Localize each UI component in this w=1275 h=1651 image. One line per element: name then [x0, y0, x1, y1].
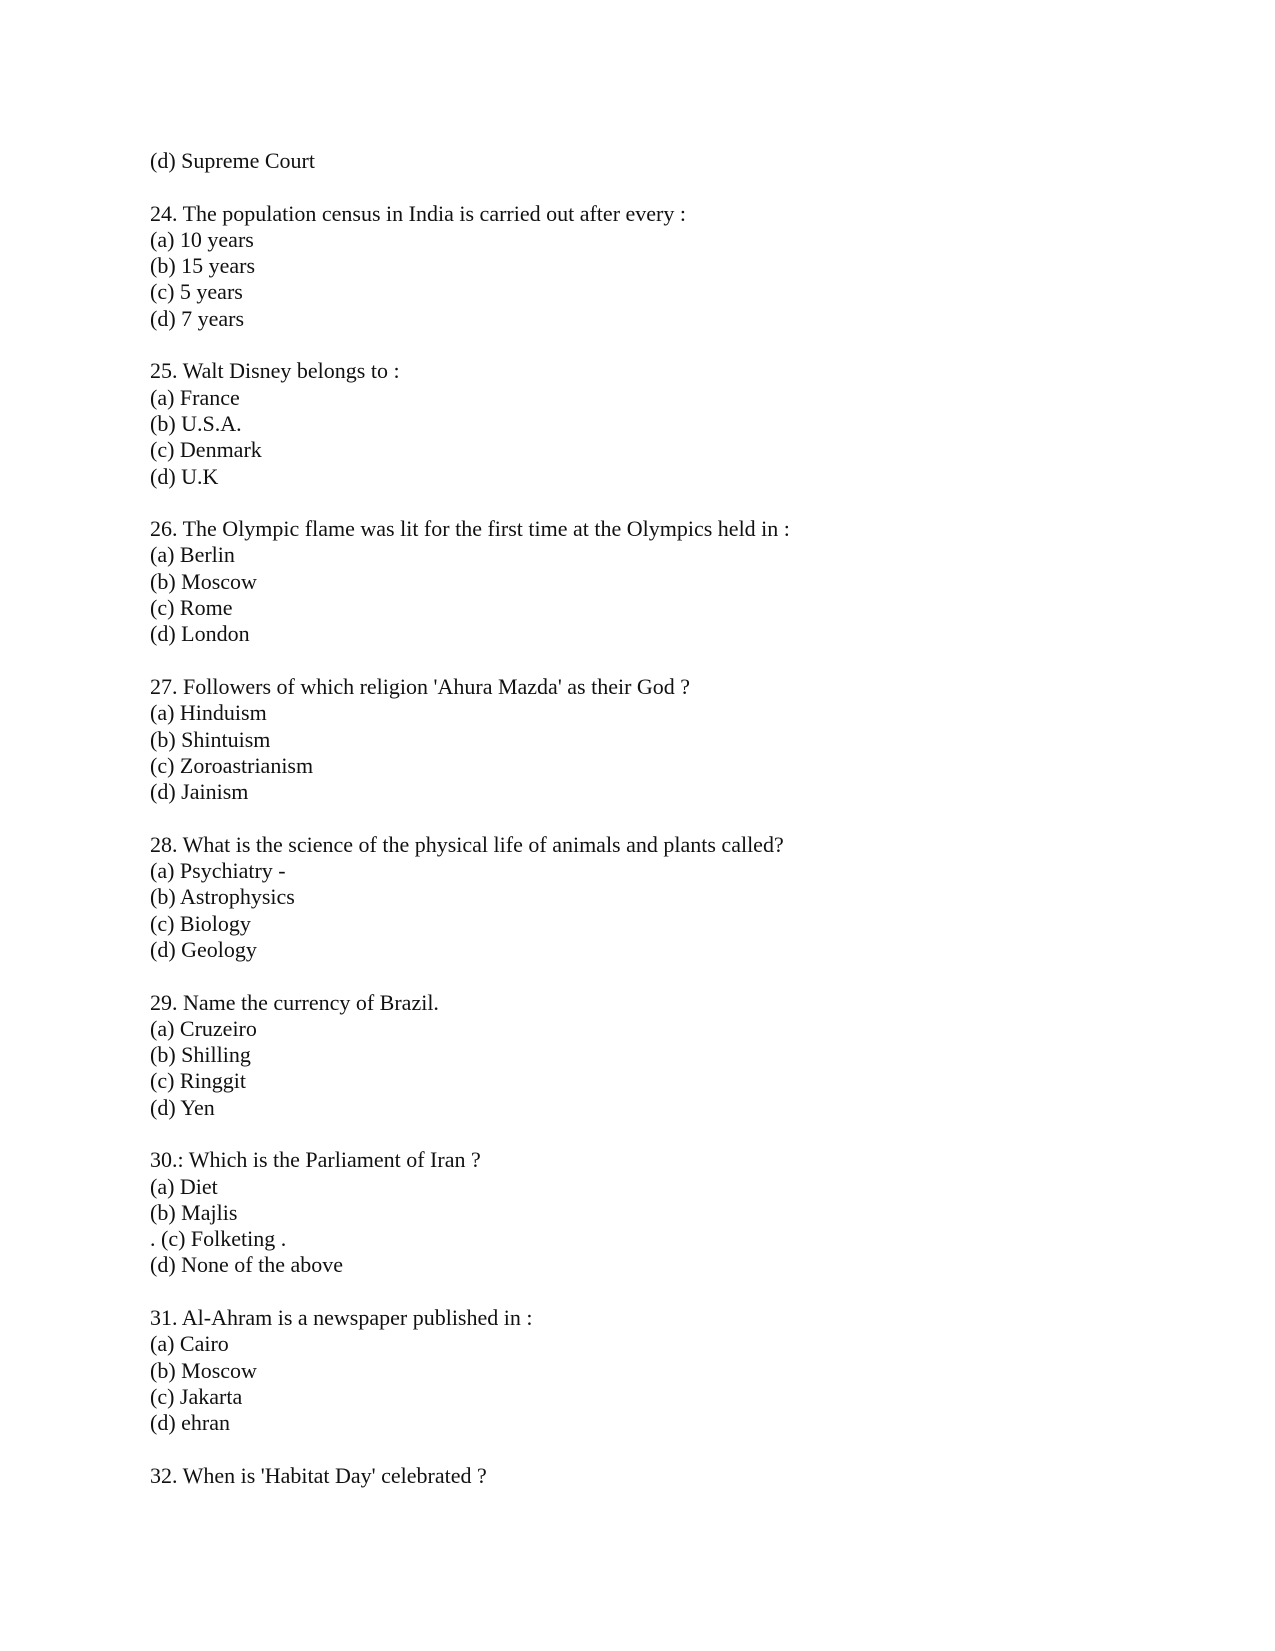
- question-text: 31. Al-Ahram is a newspaper published in :: [150, 1305, 533, 1331]
- question-text: 27. Followers of which religion 'Ahura Mazda' as their God ?: [150, 673, 691, 699]
- option-line: (c) Zoroastrianism: [150, 752, 314, 778]
- option-line: (d) U.K: [150, 463, 219, 489]
- spacer: [150, 1279, 1150, 1305]
- option-line: (c) Biology: [150, 910, 251, 936]
- document-page: [150, 148, 1150, 1489]
- question-text: 29. Name the currency of Brazil.: [150, 989, 439, 1015]
- option-line: (d) ehran: [150, 1410, 231, 1436]
- spacer: [150, 1437, 1150, 1463]
- question-block: [150, 674, 1150, 805]
- question-text: 28. What is the science of the physical life of animals and plants called?: [150, 831, 784, 857]
- option-line: (a) Diet: [150, 1173, 218, 1199]
- option-line: (a) Cairo: [150, 1331, 229, 1357]
- spacer: [150, 490, 1150, 516]
- option-line: (d) None of the above: [150, 1252, 344, 1278]
- spacer: [150, 648, 1150, 674]
- option-line: (d) Geology: [150, 936, 257, 962]
- option-line: (b) Moscow: [150, 1357, 257, 1383]
- question-text: 32. When is 'Habitat Day' celebrated ?: [150, 1462, 487, 1488]
- option-line: (c) 5 years: [150, 279, 243, 305]
- question-text: 30.: Which is the Parliament of Iran ?: [150, 1147, 481, 1173]
- spacer: [150, 332, 1150, 358]
- question-block: [150, 1463, 1150, 1489]
- question-list: [150, 174, 1150, 1489]
- option-line: (b) 15 years: [150, 253, 256, 279]
- option-line: (d) 7 years: [150, 305, 245, 331]
- question-block: [150, 516, 1150, 647]
- option-line: (a) Hinduism: [150, 700, 267, 726]
- option-line: (d) Yen: [150, 1094, 215, 1120]
- question-block: [150, 990, 1150, 1121]
- question-block: [150, 201, 1150, 332]
- option-line: (b) Astrophysics: [150, 884, 295, 910]
- option-line: (c) Denmark: [150, 437, 262, 463]
- spacer: [150, 805, 1150, 831]
- option-line: . (c) Folketing .: [150, 1226, 287, 1252]
- question-text: 25. Walt Disney belongs to :: [150, 358, 400, 384]
- question-block: [150, 358, 1150, 489]
- question-block: [150, 832, 1150, 963]
- option-line: (b) Shilling: [150, 1042, 251, 1068]
- option-line: (c) Ringgit: [150, 1068, 246, 1094]
- option-line: (b) Moscow: [150, 568, 257, 594]
- option-line: (d) Supreme Court: [150, 148, 315, 173]
- option-line: (c) Rome: [150, 595, 233, 621]
- question-block: [150, 1305, 1150, 1436]
- option-line: (a) Berlin: [150, 542, 235, 568]
- option-line: (a) Psychiatry -: [150, 858, 286, 884]
- option-line: (d) London: [150, 621, 250, 647]
- option-line: (a) 10 years: [150, 226, 254, 252]
- option-line: (a) Cruzeiro: [150, 1015, 257, 1041]
- spacer: [150, 174, 1150, 200]
- option-line: (c) Jakarta: [150, 1383, 243, 1409]
- spacer: [150, 963, 1150, 989]
- question-text: 24. The population census in India is carried out after every :: [150, 200, 686, 226]
- option-line: (b) U.S.A.: [150, 410, 242, 436]
- question-text: 26. The Olympic flame was lit for the first time at the Olympics held in :: [150, 516, 790, 542]
- option-line: (a) France: [150, 384, 240, 410]
- option-line: (b) Shintuism: [150, 726, 271, 752]
- spacer: [150, 1121, 1150, 1147]
- option-line: (b) Majlis: [150, 1199, 238, 1225]
- option-line: (d) Jainism: [150, 779, 249, 805]
- question-block: [150, 1147, 1150, 1278]
